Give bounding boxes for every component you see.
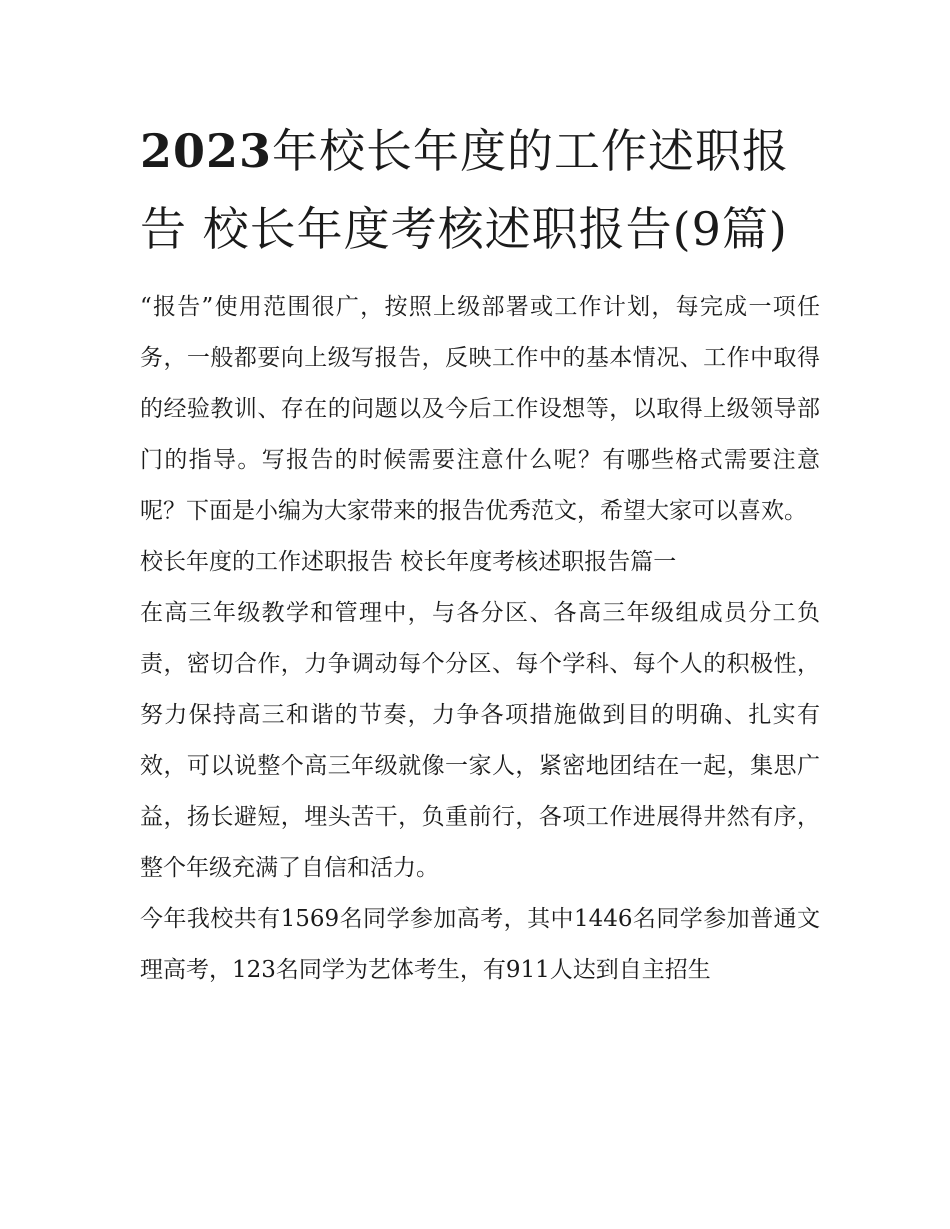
document-title bbox=[140, 112, 820, 268]
section-heading: 校长年度的工作述职报告 校长年度考核述职报告篇一 bbox=[140, 549, 677, 575]
intro-paragraph: “报告”使用范围很广，按照上级部署或工作计划，每完成一项任务，一般都要向上级写报告，反映工作中的基本情况、工作中取得的经验教训、存在的问题以及今后工作设想等，以取得上级领导部门的指导。写报告的时候需要注意什么呢？有哪些格式需要注意呢？下面是小编为大家带来的报告优秀范文，希望大家可以喜欢。 bbox=[140, 294, 820, 524]
document-body bbox=[140, 282, 820, 996]
body-paragraph-1: 在高三年级教学和管理中，与各分区、各高三年级组成员分工负责，密切合作，力争调动每个分区、每个学科、每个人的积极性，努力保持高三和谐的节奏，力争各项措施做到目的明确、扎实有效，可以说整个高三年级就像一家人，紧密地团结在一起，集思广益，扬长避短，埋头苦干，负重前行，各项工作进展得井然有序，整个年级充满了自信和活力。 bbox=[140, 600, 820, 881]
title-year: 2023 bbox=[140, 124, 273, 178]
title-text: 年校长年度的工作述职报告 校长年度考核述职报告(9篇) bbox=[140, 124, 790, 256]
document-page bbox=[140, 112, 820, 996]
body-paragraph-2: 今年我校共有1569名同学参加高考，其中1446名同学参加普通文理高考，123名同学为艺体考生，有911人达到自主招生 bbox=[140, 906, 820, 983]
